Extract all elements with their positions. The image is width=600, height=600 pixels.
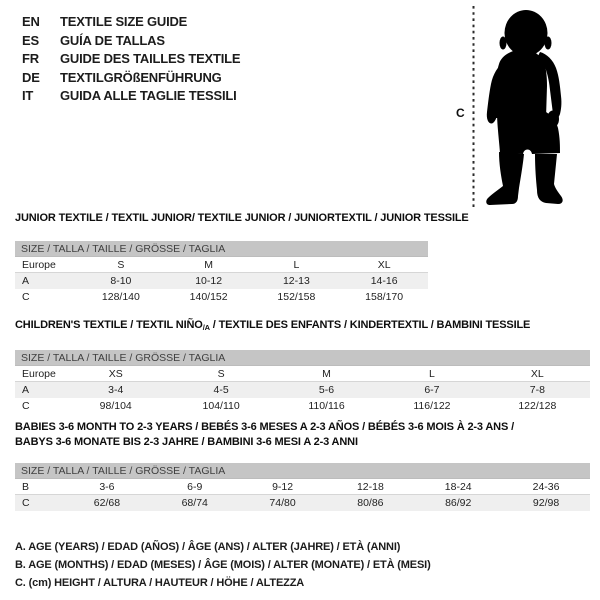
table-row — [15, 289, 428, 305]
legend-notes — [15, 538, 431, 593]
cell-value: L — [429, 368, 435, 380]
cell-value: 140/152 — [189, 291, 228, 303]
lang-code: DE — [22, 69, 40, 85]
cell-value: 7-8 — [529, 384, 545, 396]
cell-value: 3-4 — [108, 384, 124, 396]
cell-value: S — [117, 259, 125, 271]
baby-silhouette-icon — [484, 8, 576, 210]
cell-value: 10-12 — [195, 275, 223, 287]
cell-value: S — [217, 368, 225, 380]
lang-code: EN — [22, 14, 40, 29]
note-age-months: B. AGE (MONTHS) / EDAD (MESES) / ÂGE (MOIS) / ALTER (MONATE) / ETÀ (MESI) — [15, 559, 431, 572]
table-row — [15, 273, 428, 289]
lang-row-en — [22, 13, 240, 32]
row-label: Europe — [22, 368, 56, 380]
cell-value: 12-13 — [282, 275, 310, 287]
lang-title: TEXTILGRÖßENFÜHRUNG — [60, 69, 222, 85]
cell-value: 24-36 — [532, 481, 560, 493]
cell-value: 110/116 — [308, 400, 345, 412]
cell-value: 158/170 — [365, 291, 404, 303]
cell-value: 98/104 — [99, 400, 132, 412]
lang-row-fr — [22, 50, 240, 69]
row-label: C — [22, 291, 30, 303]
size-header-bar: SIZE / TALLA / TAILLE / GRÖSSE / TAGLIA — [15, 241, 428, 257]
lang-title: GUÍA DE TALLAS — [60, 32, 165, 48]
row-label: A — [22, 384, 30, 396]
row-label: Europe — [22, 259, 56, 271]
junior-table-title: JUNIOR TEXTILE / TEXTIL JUNIOR/ TEXTILE JUNIOR / JUNIORTEXTIL / JUNIOR TESSILE — [15, 212, 469, 224]
cell-value: 74/80 — [269, 497, 296, 509]
cell-value: 68/74 — [181, 497, 208, 509]
size-header-bar: SIZE / TALLA / TAILLE / GRÖSSE / TAGLIA — [15, 463, 590, 479]
cell-value: 3-6 — [99, 481, 115, 493]
babies-size-table — [15, 479, 590, 511]
cell-value: 128/140 — [101, 291, 140, 303]
table-row — [15, 398, 590, 414]
table-row — [15, 479, 590, 495]
lang-code: IT — [22, 88, 34, 103]
cell-value: 62/68 — [93, 497, 121, 509]
cell-value: 86/92 — [445, 497, 472, 509]
cell-value: 9-12 — [272, 481, 294, 493]
children-size-table — [15, 366, 590, 414]
junior-size-table — [15, 257, 428, 305]
row-label: C — [22, 400, 30, 412]
cell-value: 8-10 — [110, 275, 132, 287]
cell-value: L — [293, 259, 300, 271]
table-row — [15, 257, 428, 273]
cell-value: XS — [108, 368, 123, 380]
lang-code: FR — [22, 51, 39, 66]
lang-code: ES — [22, 32, 39, 48]
lang-row-es — [22, 32, 240, 51]
cell-value: 6-9 — [187, 481, 203, 493]
height-measure-label: C — [456, 106, 465, 120]
cell-value: 116/122 — [413, 400, 451, 412]
cell-value: 104/110 — [202, 400, 240, 412]
row-label: A — [22, 275, 30, 287]
cell-value: XL — [377, 259, 391, 271]
cell-value: 18-24 — [444, 481, 472, 493]
cell-value: 5-6 — [318, 384, 335, 396]
babies-table-title-line1: BABIES 3-6 MONTH TO 2-3 YEARS / BEBÉS 3-6 MESES A 2-3 AÑOS / BÉBÉS 3-6 MOIS À 2-3 ANS / — [15, 421, 514, 433]
cell-value: 152/158 — [277, 291, 316, 303]
lang-title: GUIDE DES TAILLES TEXTILE — [60, 51, 241, 66]
cell-value: 14-16 — [370, 275, 398, 287]
cell-value: 92/98 — [532, 497, 560, 509]
lang-title: GUIDA ALLE TAGLIE TESSILI — [60, 88, 237, 103]
cell-value: 80/86 — [357, 497, 384, 509]
note-height-cm: C. (cm) HEIGHT / ALTURA / HAUTEUR / HÖHE / ALTEZZA — [15, 577, 305, 590]
babies-table-section — [15, 420, 590, 511]
children-table-section — [15, 318, 590, 414]
row-label: C — [22, 497, 30, 509]
table-row — [15, 495, 590, 511]
cell-value: XL — [530, 368, 544, 380]
table-row — [15, 382, 590, 398]
junior-table-section — [15, 211, 469, 305]
table-row — [15, 366, 590, 382]
babies-table-title-line2: BABYS 3-6 MONATE BIS 2-3 JAHRE / BAMBINI 3-6 MESI A 2-3 ANNI — [15, 436, 358, 448]
cell-value: 4-5 — [213, 384, 229, 396]
lang-row-de — [22, 69, 240, 88]
cell-value: M — [322, 368, 331, 380]
lang-row-it — [22, 87, 240, 106]
cell-value: M — [204, 259, 213, 271]
size-header-bar: SIZE / TALLA / TAILLE / GRÖSSE / TAGLIA — [15, 350, 590, 366]
note-age-years: A. AGE (YEARS) / EDAD (AÑOS) / ÂGE (ANS) / ALTER (JAHRE) / ETÀ (ANNI) — [15, 541, 401, 553]
height-measure-line — [472, 6, 475, 208]
row-label: B — [22, 481, 30, 493]
cell-value: 122/128 — [518, 400, 557, 412]
lang-title: TEXTILE SIZE GUIDE — [60, 14, 188, 29]
cell-value: 6-7 — [424, 384, 440, 396]
cell-value: 12-18 — [356, 481, 384, 493]
children-table-title: CHILDREN'S TEXTILE / TEXTIL $NIÑO_{/A}$ / TEXTILE DES ENFANTS / KINDERTEXTIL / BAMBINI TESSILE — [15, 319, 531, 332]
language-title-list — [22, 13, 240, 106]
